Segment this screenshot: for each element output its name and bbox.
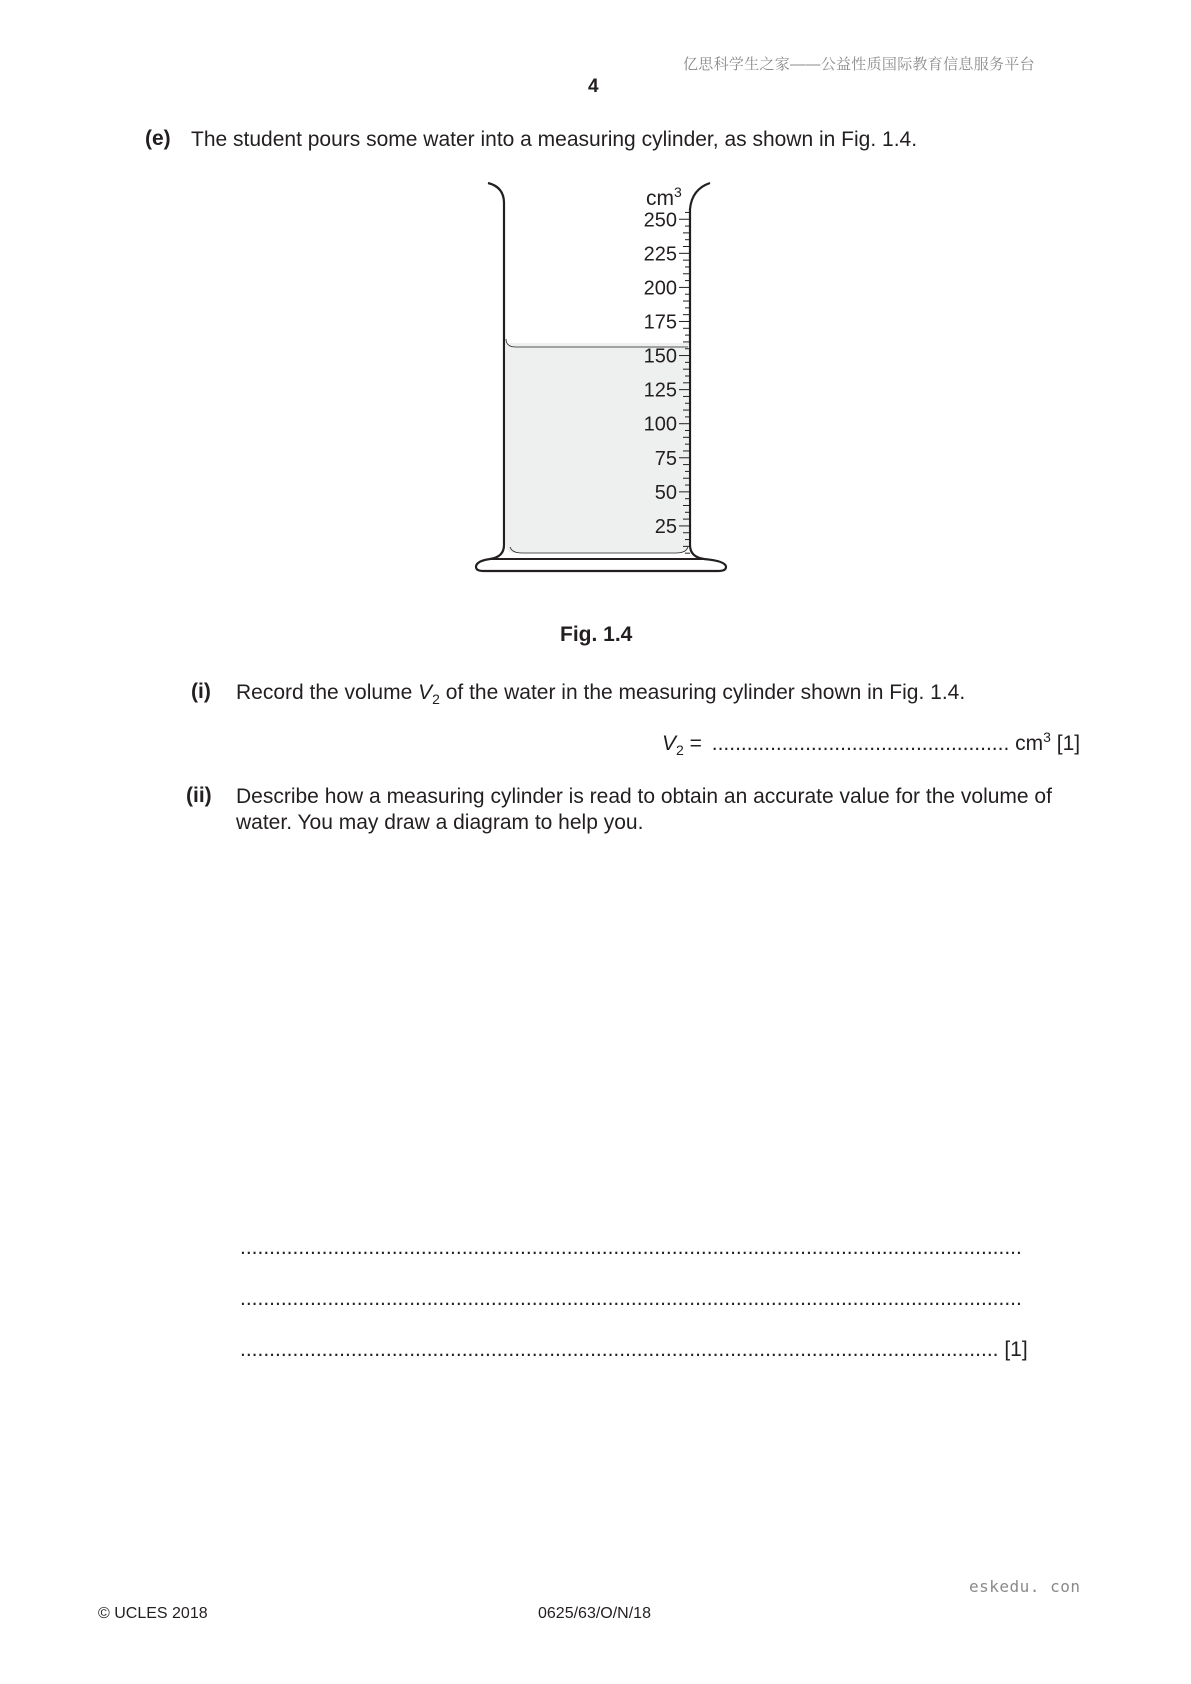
scale-label: 250: [643, 209, 677, 232]
figure-caption: Fig. 1.4: [560, 623, 633, 646]
scale-label: 225: [643, 243, 677, 266]
scale-label: 125: [643, 379, 677, 402]
part-i-text: Record the volume $V_2$ of the water in the measuring cylinder shown in Fig. 1.4.: [236, 681, 966, 707]
measuring-cylinder-diagram: [460, 175, 740, 595]
part-ii-marks: [1]: [1004, 1338, 1028, 1361]
scale-label: 75: [654, 447, 677, 470]
footer-watermark: eskedu. con: [969, 1577, 1081, 1596]
part-ii-text: Describe how a measuring cylinder is read to obtain an accurate value for the volume of water. You may draw a diagram to help you.: [236, 785, 1052, 834]
scale-label: 25: [654, 515, 677, 538]
footer-code: 0625/63/O/N/18: [538, 1605, 651, 1622]
question-e-label: (e): [145, 127, 171, 150]
answer-line-2[interactable]: ......................................................................................................................................: [240, 1287, 1022, 1310]
header-watermark: 亿思科学生之家——公益性质国际教育信息服务平台: [683, 56, 1035, 73]
part-i-label: (i): [191, 680, 211, 703]
scale-label: 175: [643, 311, 677, 334]
cylinder-base: [476, 559, 726, 571]
scale-label: 150: [643, 345, 677, 368]
cylinder-right-wall: [690, 183, 710, 559]
unit-label: $cm^3$: [646, 184, 682, 210]
page-number: 4: [588, 76, 599, 97]
question-e-text: The student pours some water into a measuring cylinder, as shown in Fig. 1.4.: [191, 128, 918, 151]
part-i-marks: [1]: [1056, 732, 1081, 755]
answer-line-1[interactable]: ......................................................................................................................................: [240, 1236, 1022, 1259]
cylinder-left-wall: [488, 183, 504, 559]
part-ii-label: (ii): [186, 784, 212, 807]
scale-label: 200: [643, 277, 677, 300]
answer-line-3[interactable]: .................................................................................................................................. [1]: [240, 1338, 1028, 1361]
footer-copyright: © UCLES 2018: [98, 1605, 208, 1622]
scale-label: 50: [654, 481, 677, 504]
v2-answer-line[interactable]: $V_2$ = ................................................... $cm^3$ [1]: [662, 732, 1081, 756]
v2-answer-dots: ...................................................: [711, 732, 1010, 755]
scale-label: 100: [643, 413, 677, 436]
